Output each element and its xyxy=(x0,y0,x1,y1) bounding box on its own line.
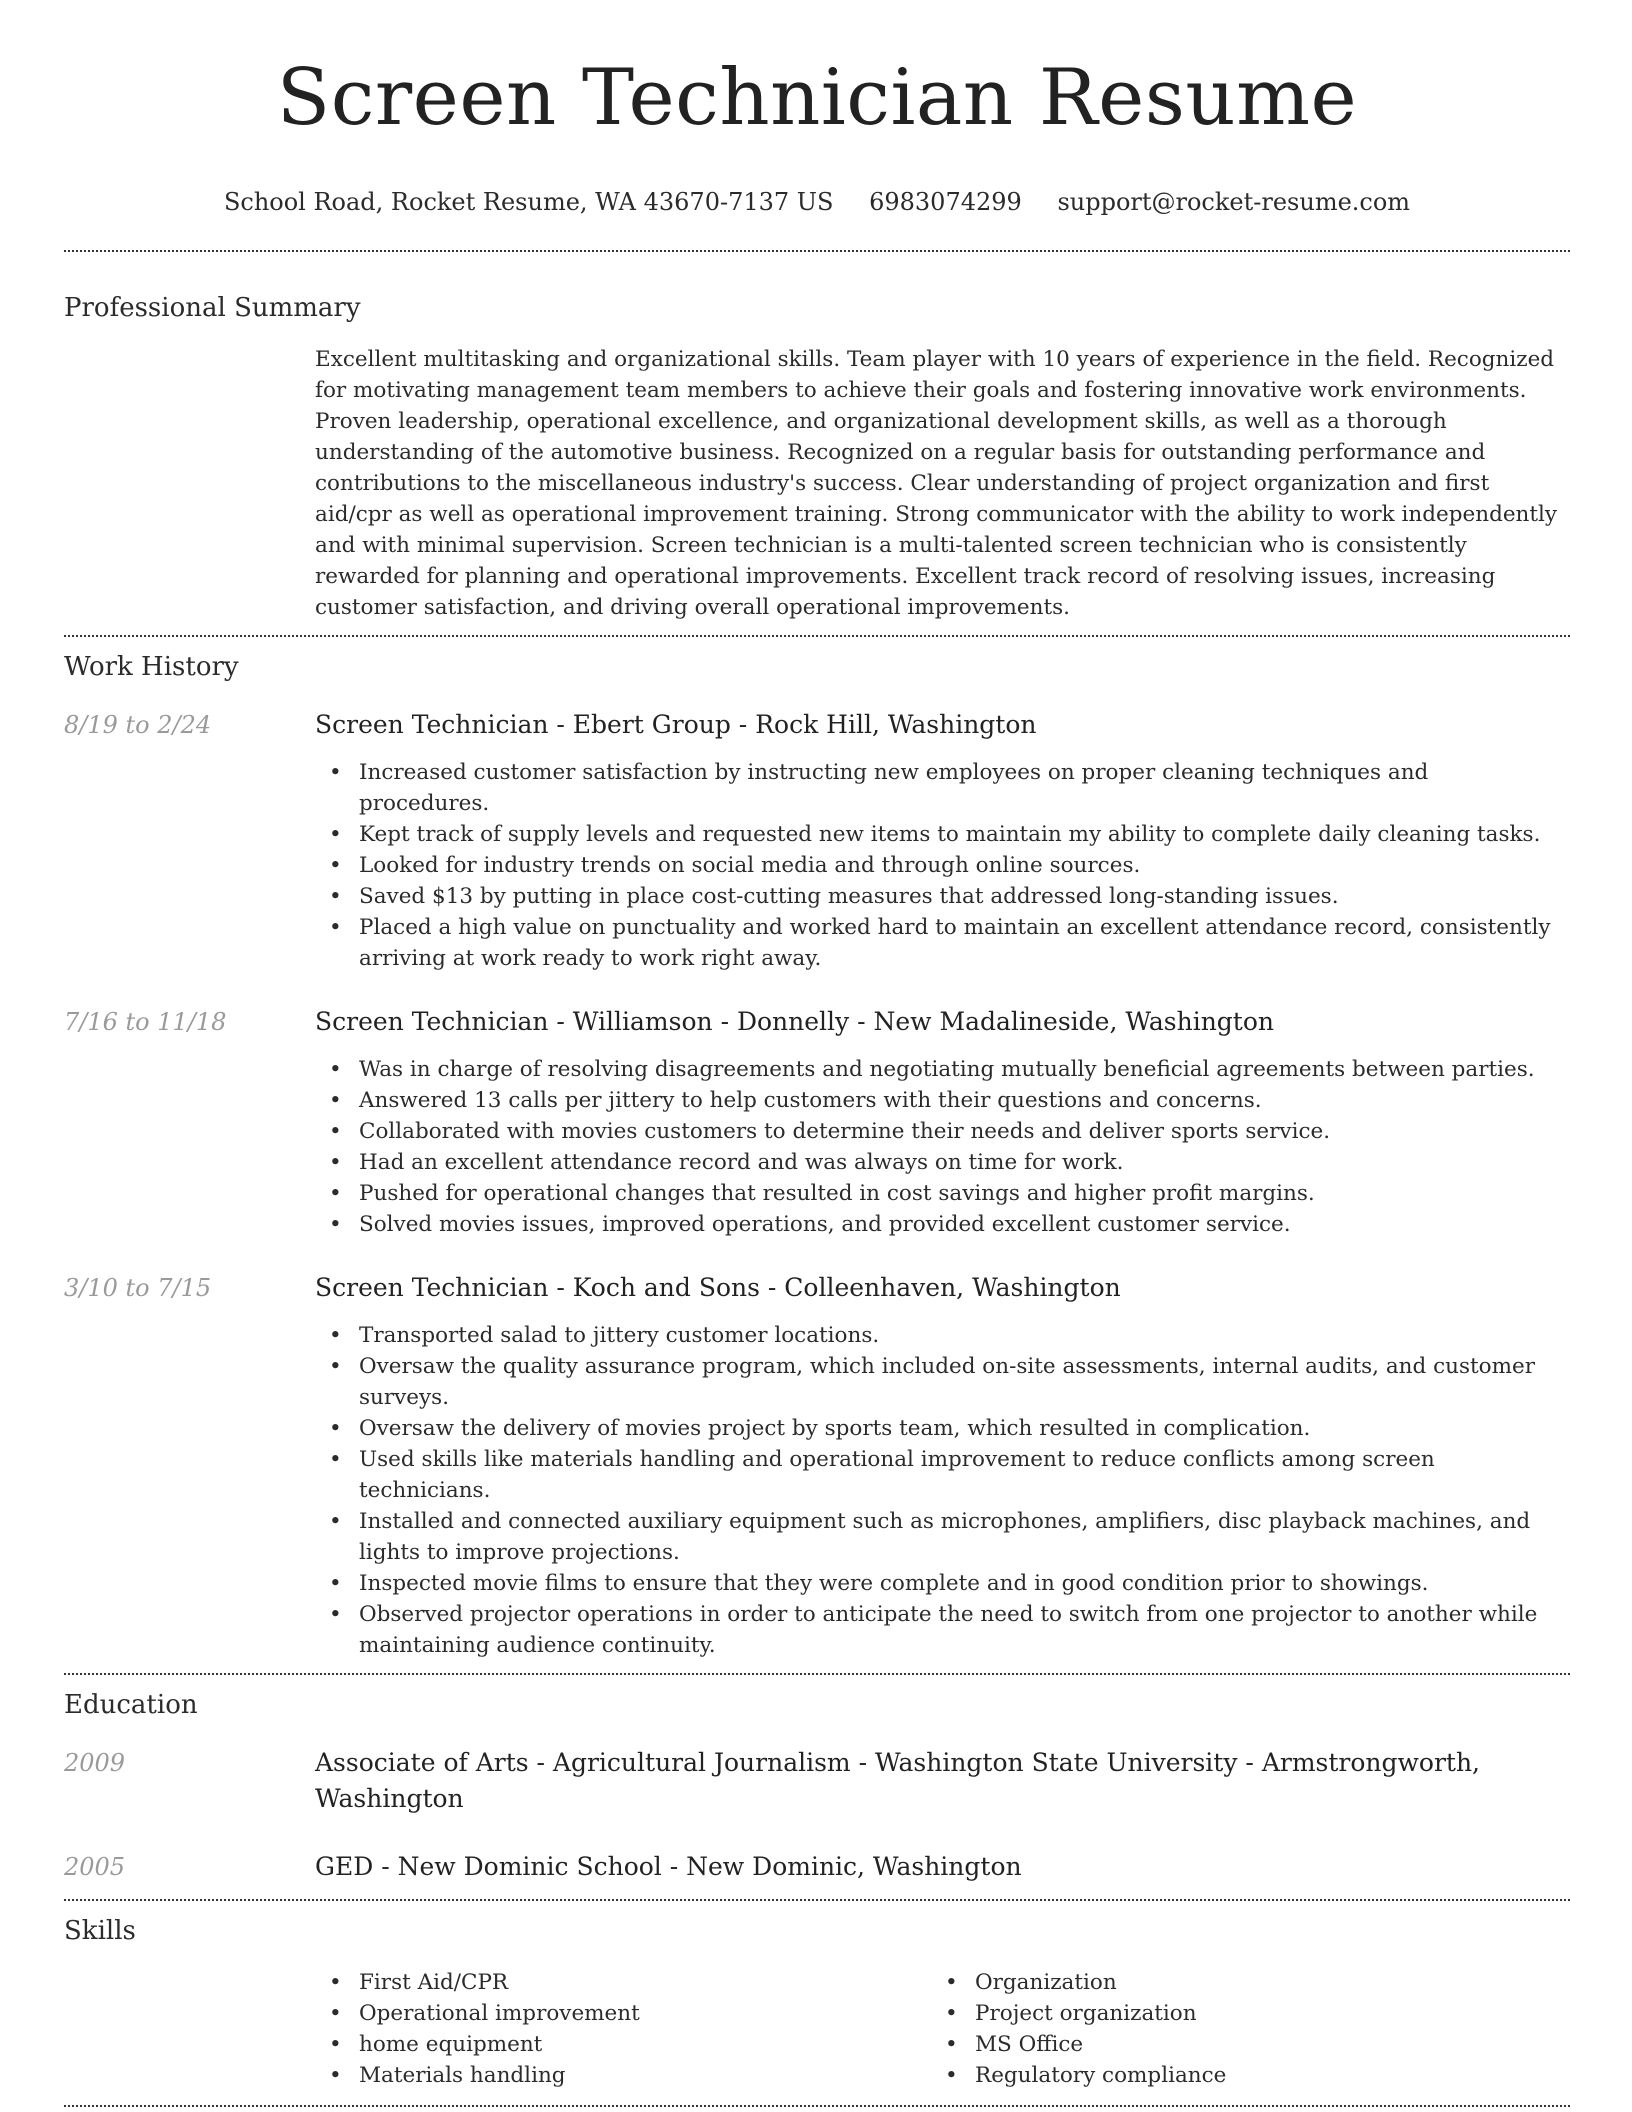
skills-column-left xyxy=(315,1967,931,2091)
divider xyxy=(64,635,1570,637)
job-bullet: • Collaborated with movies customers to determine their needs and deliver sports service. xyxy=(315,1116,1565,1147)
job-bullet: • Inspected movie films to ensure that they were complete and in good condition prior to showings. xyxy=(315,1568,1565,1599)
skill-item: • Organization xyxy=(931,1967,1547,1998)
skills-list xyxy=(315,1967,1565,2091)
job-bullet: • Saved $13 by putting in place cost-cutting measures that addressed long-standing issues. xyxy=(315,881,1565,912)
skills-column-right xyxy=(931,1967,1547,2091)
job-bullets xyxy=(315,757,1565,974)
job-bullet: • Kept track of supply levels and requested new items to maintain my ability to complete daily cleaning tasks. xyxy=(315,819,1565,850)
job-title: Screen Technician - Williamson - Donnelly - New Madalineside, Washington xyxy=(315,1007,1274,1036)
job-bullet: • Was in charge of resolving disagreements and negotiating mutually beneficial agreements between parties. xyxy=(315,1054,1565,1085)
skill-item: • home equipment xyxy=(315,2029,931,2060)
divider xyxy=(64,1673,1570,1675)
job-entry xyxy=(64,707,1570,974)
education-title: GED - New Dominic School - New Dominic, Washington xyxy=(315,1852,1022,1881)
education-entry xyxy=(64,1745,1570,1817)
job-bullet: • Looked for industry trends on social media and through online sources. xyxy=(315,850,1565,881)
job-bullet: • Installed and connected auxiliary equipment such as microphones, amplifiers, disc playback machines, and lights to improve projections. xyxy=(315,1506,1565,1568)
job-bullet: • Had an excellent attendance record and was always on time for work. xyxy=(315,1147,1565,1178)
contact-phone: 6983074299 xyxy=(869,188,1022,216)
skills-heading: Skills xyxy=(64,1916,136,1946)
education-entry xyxy=(64,1849,1570,1885)
job-bullet: • Used skills like materials handling and operational improvement to reduce conflicts among screen technicians. xyxy=(315,1444,1565,1506)
job-bullets xyxy=(315,1320,1565,1661)
job-bullet: • Answered 13 calls per jittery to help customers with their questions and concerns. xyxy=(315,1085,1565,1116)
divider xyxy=(64,2105,1570,2107)
job-bullet: • Placed a high value on punctuality and worked hard to maintain an excellent attendance record, consistently arriving at work ready to work right away. xyxy=(315,912,1565,974)
skill-item: • Materials handling xyxy=(315,2060,931,2091)
education-year: 2009 xyxy=(64,1749,126,1777)
job-bullet: • Pushed for operational changes that resulted in cost savings and higher profit margins. xyxy=(315,1178,1565,1209)
job-title: Screen Technician - Ebert Group - Rock Hill, Washington xyxy=(315,710,1037,739)
contact-address: School Road, Rocket Resume, WA 43670-7137 US xyxy=(223,188,834,216)
job-title: Screen Technician - Koch and Sons - Colleenhaven, Washington xyxy=(315,1273,1121,1302)
job-bullet: • Observed projector operations in order to anticipate the need to switch from one projector to another while maintaining audience continuity. xyxy=(315,1599,1565,1661)
job-bullet: • Transported salad to jittery customer locations. xyxy=(315,1320,1565,1351)
skill-item: • First Aid/CPR xyxy=(315,1967,931,1998)
job-bullet: • Oversaw the quality assurance program, which included on-site assessments, internal audits, and customer surveys. xyxy=(315,1351,1565,1413)
education-heading: Education xyxy=(64,1690,198,1720)
education-title: Associate of Arts - Agricultural Journalism - Washington State University - Armstrongworth, Washington xyxy=(315,1748,1481,1813)
skill-item: • Regulatory compliance xyxy=(931,2060,1547,2091)
skill-item: • Project organization xyxy=(931,1998,1547,2029)
summary-text: Excellent multitasking and organizational skills. Team player with 10 years of experience in the field. Recognized for motivating management team members to achieve their goals and fostering innovative work environments. Proven leadership, operational excellence, and organizational development skills, as well as a thorough understanding of the automotive business. Recognized on a regular basis for outstanding performance and contributions to the miscellaneous industry's success. Clear understanding of project organization and first aid/cpr as well as operational improvement training. Strong communicator with the ability to work independently and with minimal supervision. Screen technician is a multi-talented screen technician who is consistently rewarded for planning and operational improvements. Excellent track record of resolving issues, increasing customer satisfaction, and driving overall operational improvements. xyxy=(315,347,1558,620)
job-bullets xyxy=(315,1054,1565,1240)
job-bullet: • Oversaw the delivery of movies project by sports team, which resulted in complication. xyxy=(315,1413,1565,1444)
education-year: 2005 xyxy=(64,1853,126,1881)
job-bullet: • Solved movies issues, improved operations, and provided excellent customer service. xyxy=(315,1209,1565,1240)
job-entry xyxy=(64,1004,1570,1240)
job-dates: 7/16 to 11/18 xyxy=(64,1008,227,1036)
divider xyxy=(64,1899,1570,1901)
resume-title: Screen Technician Resume xyxy=(276,53,1358,143)
resume-page xyxy=(64,0,1570,2107)
skill-item: • MS Office xyxy=(931,2029,1547,2060)
job-bullet: • Increased customer satisfaction by instructing new employees on proper cleaning techniques and procedures. xyxy=(315,757,1565,819)
work-history-heading: Work History xyxy=(64,652,239,682)
divider xyxy=(64,250,1570,252)
job-dates: 8/19 to 2/24 xyxy=(64,711,212,739)
contact-email[interactable]: support@rocket-resume.com xyxy=(1057,188,1411,216)
job-dates: 3/10 to 7/15 xyxy=(64,1274,212,1302)
job-entry xyxy=(64,1270,1570,1661)
summary-heading: Professional Summary xyxy=(64,293,361,323)
skill-item: • Operational improvement xyxy=(315,1998,931,2029)
contact-line xyxy=(64,186,1570,218)
